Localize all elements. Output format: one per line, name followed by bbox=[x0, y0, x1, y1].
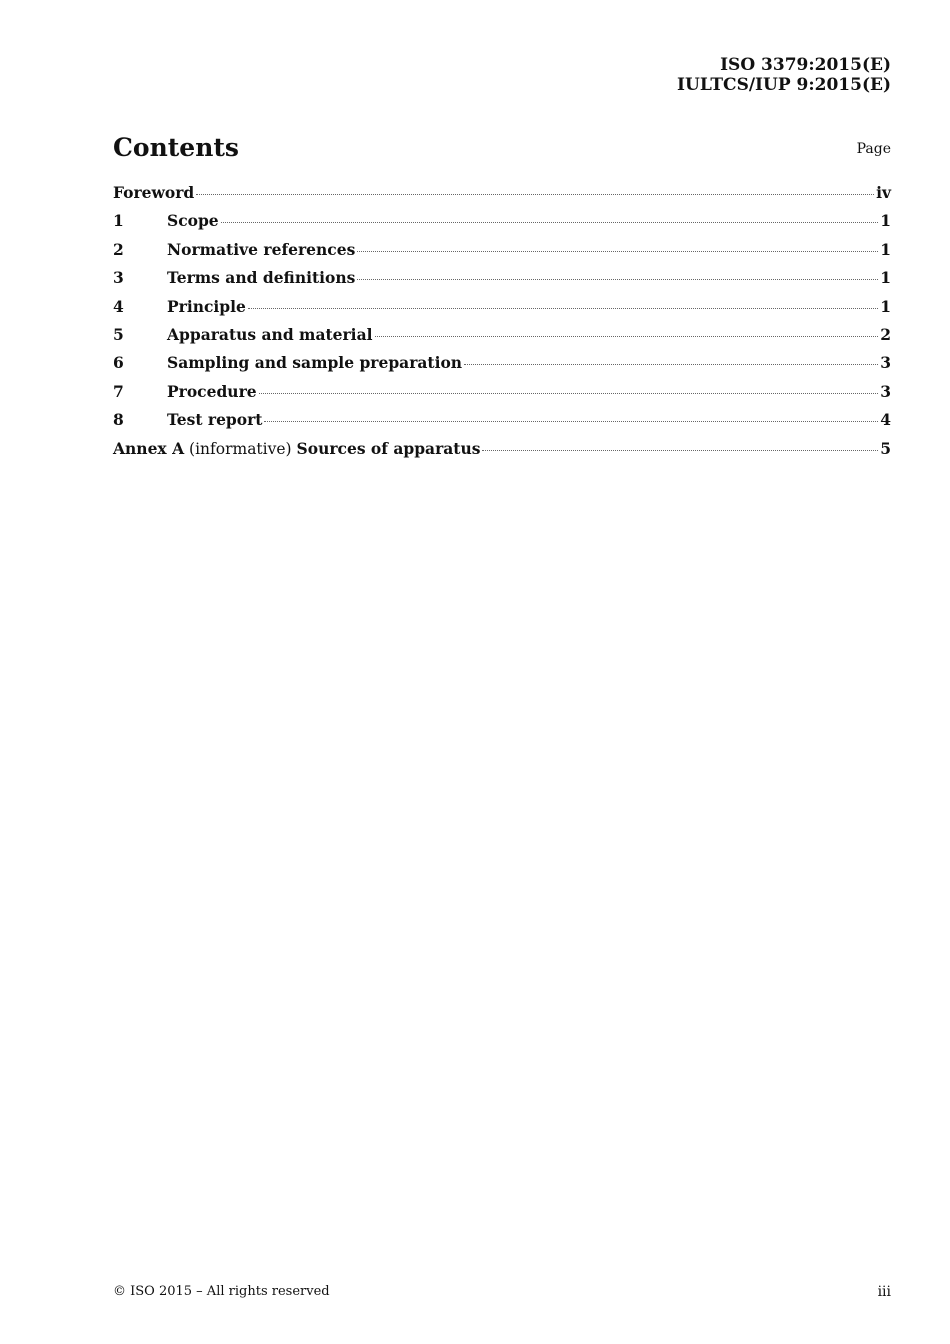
document-identifier bbox=[677, 55, 891, 95]
toc-entry-label: Principle bbox=[167, 296, 246, 316]
dot-leader bbox=[375, 336, 879, 337]
toc-entry-scope[interactable] bbox=[113, 211, 891, 239]
toc-entry-page: 1 bbox=[880, 239, 891, 259]
toc-entry-foreword[interactable] bbox=[113, 183, 891, 211]
page-column-label: Page bbox=[856, 141, 891, 157]
table-of-contents bbox=[113, 183, 891, 467]
page-footer bbox=[113, 1284, 891, 1304]
toc-entry-number: 4 bbox=[113, 296, 124, 316]
copyright-notice: © ISO 2015 – All rights reserved bbox=[113, 1284, 330, 1299]
toc-entry-number: 3 bbox=[113, 268, 124, 288]
dot-leader bbox=[464, 364, 878, 365]
toc-entry-page: 1 bbox=[880, 268, 891, 288]
toc-entry-number: 7 bbox=[113, 381, 124, 401]
dot-leader bbox=[196, 194, 874, 195]
dot-leader bbox=[482, 450, 878, 451]
toc-entry-page: 3 bbox=[880, 353, 891, 373]
dot-leader bbox=[259, 393, 879, 394]
toc-entry-normative-references[interactable] bbox=[113, 240, 891, 268]
toc-entry-number: 1 bbox=[113, 211, 124, 231]
dot-leader bbox=[357, 279, 878, 280]
toc-entry-apparatus-and-material[interactable] bbox=[113, 325, 891, 353]
contents-heading-row bbox=[113, 130, 891, 166]
toc-entry-label: Normative references bbox=[167, 239, 356, 259]
toc-entry-page: 1 bbox=[880, 211, 891, 231]
iultcs-identifier: IULTCS/IUP 9:2015(E) bbox=[677, 75, 891, 95]
toc-entry-label: Test report bbox=[167, 410, 263, 430]
toc-entry-number: 5 bbox=[113, 324, 124, 344]
toc-entry-label: Terms and definitions bbox=[167, 268, 356, 288]
page-number: iii bbox=[877, 1284, 891, 1300]
dot-leader bbox=[264, 421, 878, 422]
toc-entry-page: 3 bbox=[880, 381, 891, 401]
toc-entry-page: 2 bbox=[880, 324, 891, 344]
annex-prefix: Annex A bbox=[113, 438, 185, 458]
toc-entry-label: Apparatus and material bbox=[167, 324, 373, 344]
toc-entry-label: Scope bbox=[167, 211, 219, 231]
toc-entry-number: 8 bbox=[113, 410, 124, 430]
dot-leader bbox=[221, 222, 879, 223]
toc-entry-annex-a[interactable] bbox=[113, 439, 891, 467]
toc-entry-terms-and-definitions[interactable] bbox=[113, 268, 891, 296]
toc-entry-procedure[interactable] bbox=[113, 382, 891, 410]
toc-entry-page: 4 bbox=[880, 410, 891, 430]
toc-entry-label: Foreword bbox=[113, 183, 195, 202]
toc-entry-page: 5 bbox=[880, 438, 891, 458]
toc-entry-principle[interactable] bbox=[113, 297, 891, 325]
annex-type: (informative) bbox=[189, 439, 292, 458]
toc-entry-sampling[interactable] bbox=[113, 353, 891, 381]
page-title: Contents bbox=[113, 133, 240, 162]
toc-entry-label: Sampling and sample preparation bbox=[167, 353, 463, 373]
iso-identifier: ISO 3379:2015(E) bbox=[720, 55, 891, 75]
dot-leader bbox=[248, 308, 878, 309]
dot-leader bbox=[357, 251, 878, 252]
annex-label: Sources of apparatus bbox=[296, 438, 481, 458]
toc-entry-page: 1 bbox=[880, 296, 891, 316]
toc-entry-number: 6 bbox=[113, 353, 124, 373]
toc-entry-label: Procedure bbox=[167, 381, 257, 401]
toc-entry-test-report[interactable] bbox=[113, 410, 891, 438]
toc-entry-number: 2 bbox=[113, 239, 124, 259]
toc-entry-page: iv bbox=[876, 183, 891, 202]
